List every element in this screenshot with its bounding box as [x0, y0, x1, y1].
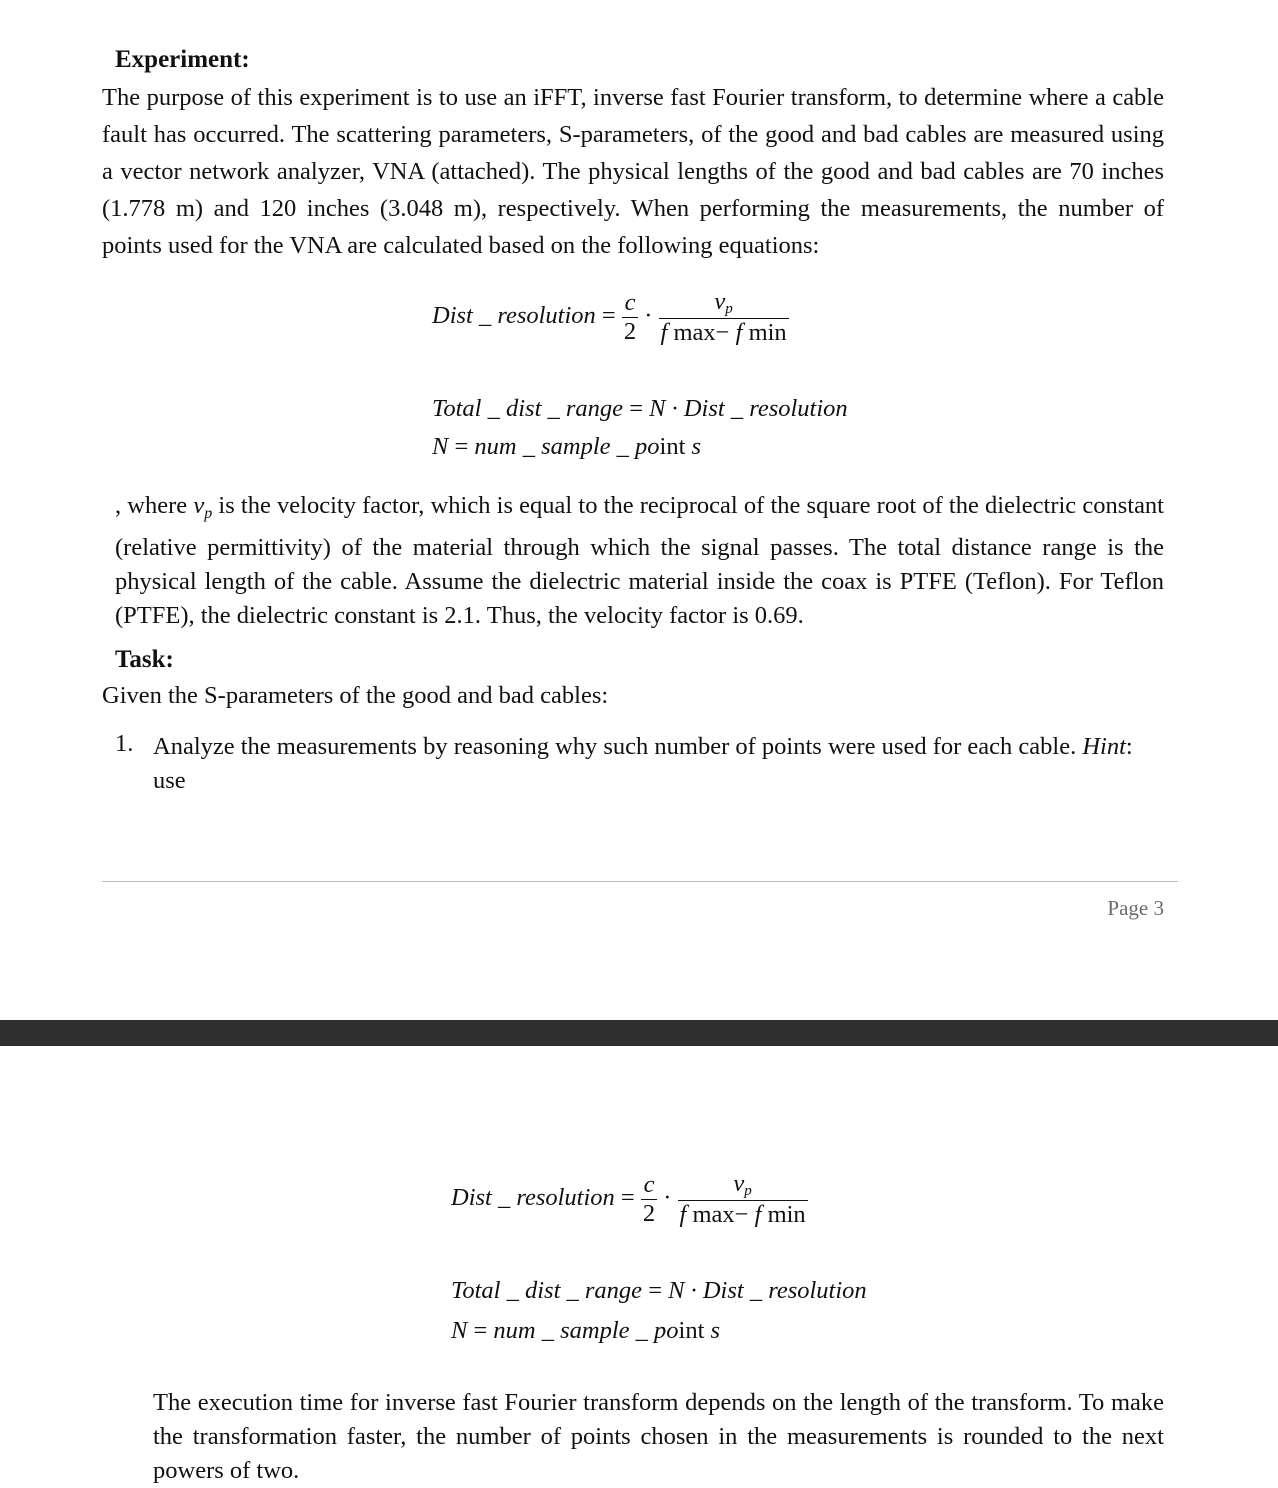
dist-resolution-equation-repeat: Dist _ resolution = $\frac{c}{2}$ · $\frac{vp}{\text{f max− f min}}$	[451, 1170, 806, 1228]
page-number: Page 3	[1107, 896, 1164, 920]
task-heading: Task:	[115, 646, 174, 673]
task-item-1: Analyze the measurements by reasoning why such number of points were used for each cable. Hint: use	[153, 733, 1133, 794]
velocity-factor-paragraph: , where $v_p$ is the velocity factor, which is equal to the reciprocal of the square root of the dielectric constant (relative permittivity) of the material through which the signal passes. The total distance range is the physical length of the cable. Assume the dielectric material inside the coax is PTFE (Teflon). For Teflon (PTFE), the dielectric constant is 2.1. Thus, the velocity factor is 0.69.	[115, 492, 1164, 629]
dist-resolution-equation: Dist _ resolution = $\frac{c}{2}$ · $\frac{vp}{\text{f max− f min}}$	[432, 288, 787, 346]
eq-lhs: Dist _ resolution	[432, 302, 596, 330]
total-dist-range-equation-repeat: Total _ dist _ range = N · Dist _ resolution	[451, 1277, 867, 1304]
page-separator	[0, 1020, 1278, 1046]
fraction-vp-over-bandwidth: $\frac{vp}{\text{f max− f min}}$	[660, 288, 787, 346]
document-page-2	[0, 1046, 1278, 1484]
experiment-heading: Experiment:	[115, 46, 250, 73]
list-item-number: 1.	[115, 730, 134, 757]
n-equation: N = num _ sample _ point s	[432, 433, 702, 460]
total-dist-range-equation: Total _ dist _ range = N · Dist _ resolution	[432, 395, 848, 422]
n-equation-repeat: N = num _ sample _ point s	[451, 1317, 721, 1344]
fraction-c-over-2: $\frac{c}{2}$	[623, 289, 637, 345]
experiment-intro-paragraph: The purpose of this experiment is to use an iFFT, inverse fast Fourier transform, to determine where a cable fault has occurred. The scattering parameters, S-parameters, of the good and bad cables are measured using a vector network analyzer, VNA (attached). The physical lengths of the good and bad cables are 70 inches (1.778 m) and 120 inches (3.048 m), respectively. When performing the measurements, the number of points used for the VNA are calculated based on the following equations:	[102, 84, 1164, 259]
footer-rule	[102, 881, 1178, 882]
execution-time-paragraph: The execution time for inverse fast Fourier transform depends on the length of the transform. To make the transformation faster, the number of points chosen in the measurements is rounded to the next powers of two.	[153, 1389, 1164, 1484]
task-intro: Given the S-parameters of the good and bad cables:	[102, 682, 609, 709]
